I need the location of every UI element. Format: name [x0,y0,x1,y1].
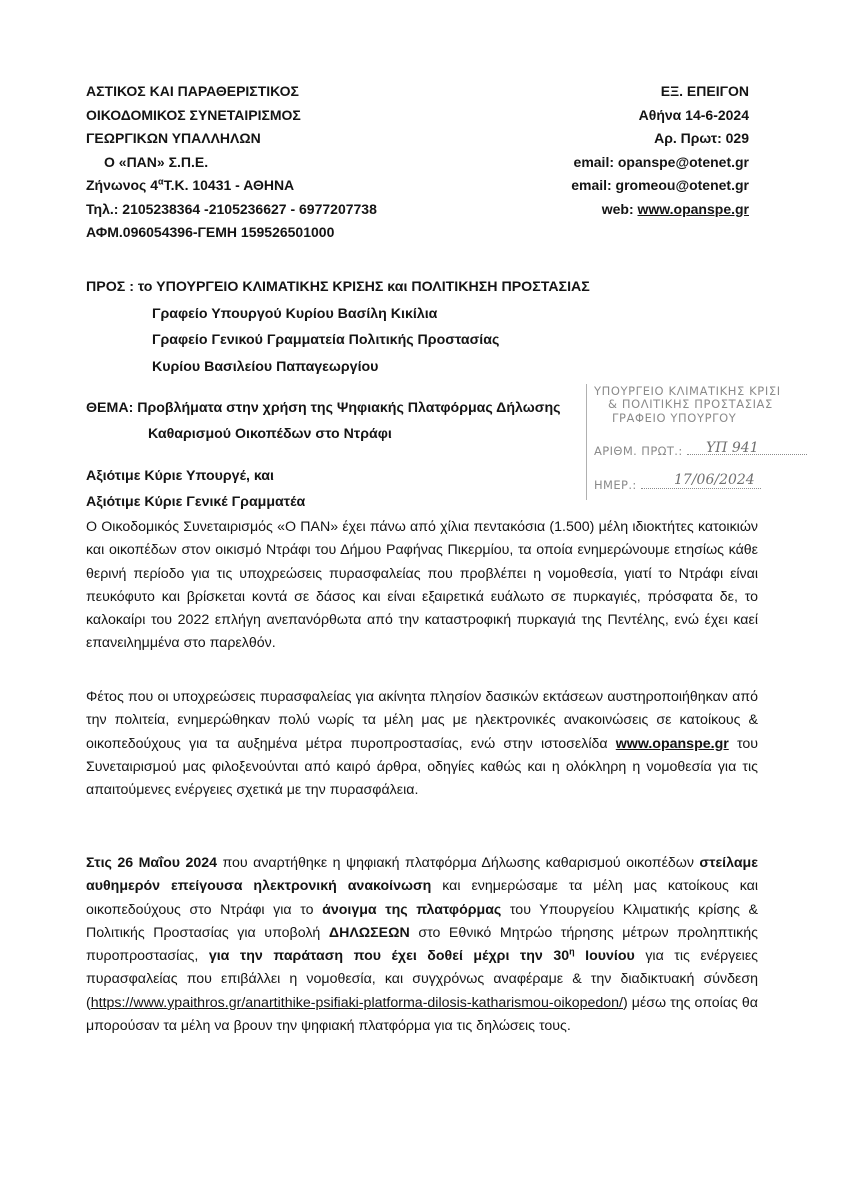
stamp-edge [586,384,588,500]
stamp-line1: ΥΠΟΥΡΓΕΙΟ ΚΛΙΜΑΤΙΚΗΣ ΚΡΙΣΙ [594,384,781,398]
recipient-line2: Γραφείο Υπουργού Κυρίου Βασίλη Κικίλια [152,305,438,322]
received-stamp [586,384,824,500]
letter-meta [571,80,749,221]
paragraph-1-text: Ο Οικοδομικός Συνεταιρισμός «Ο ΠΑΝ» έχει πάνω από χίλια πεντακόσια (1.500) μέλη ιδιοκτήτες κατοικιών και οικοπέδων στον οικισμό Ντράφι του Δήμου Ραφήνας Πικερμίου, τα οποία ενημερώνουμε ετησίως κάθε θερινή περίοδο για τις υποχρεώσεις πυρασφαλείας που προβλέπει η νομοθεσία, γιατί το Ντράφι είναι πευκόφυτο και βρίσκεται κοντά σε δάσος και είναι εξαιρετικά ευάλωτο σε πυρκαγιές, πρόσφατα δε, το καλοκαίρι του 2022 επλήγη ανεπανόρθωτα από την καταστροφική πυρκαγιά της Πεντέλης, ενώ έχει καεί επανειλημμένα στο παρελθόν. [86,519,758,652]
website-inline-link[interactable]: www.opanspe.gr [615,735,729,752]
recipient-line4: Κυρίου Βασιλείου Παπαγεωργίου [152,358,379,375]
subject-line1: ΘΕΜΑ: Προβλήματα στην χρήση της Ψηφιακής Πλατφόρμας Δήλωσης [86,400,561,416]
protocol-number: Αρ. Πρωτ: 029 [654,130,749,146]
letter-date: Αθήνα 14-6-2024 [638,106,749,123]
recipient-block [86,274,590,380]
salutation-line2: Αξιότιμε Κύριε Γενικέ Γραμματέα [86,494,306,510]
body-paragraph-2 [86,686,758,802]
sender-org-line3: ΓΕΩΡΓΙΚΩΝ ΥΠΑΛΛΗΛΩΝ [86,130,261,146]
sender-org-line1: ΑΣΤΙΚΟΣ ΚΑΙ ΠΑΡΑΘΕΡΙΣΤΙΚΟΣ [86,83,299,99]
salutation-line1: Αξιότιμε Κύριε Υπουργέ, και [86,468,274,484]
stamp-protocol-handwritten: ΥΠ 941 [706,440,759,456]
website-link[interactable]: www.opanspe.gr [637,200,749,217]
recipient-line3: Γραφείο Γενικού Γραμματεία Πολιτικής Προστασίας [152,332,500,348]
urgency-label: ΕΞ. ΕΠΕΙΓΟΝ [660,83,749,99]
web-line: web: www.opanspe.gr [601,200,749,217]
email-1: email: opanspe@otenet.gr [573,153,749,170]
salutation [86,463,305,515]
subject-line2: Καθαρισμού Οικοπέδων στο Ντράφι [148,426,392,442]
sender-address: Ζήνωνος $4^\alpha T.K$. 10431 - ΑΘΗΝΑ [86,176,295,193]
stamp-line2: & ΠΟΛΙΤΙΚΗΣ ΠΡΟΣΤΑΣΙΑΣ [608,397,773,411]
paragraph-3-text: Στις 26 Μαΐου 2024 που αναρτήθηκε η ψηφιακή πλατφόρμα Δήλωσης καθαρισμού οικοπέδων στείλαμε αυθημερόν επείγουσα ηλεκτρονική ανακοίνωση και ενημερώσαμε τα μέλη μας κατοίκους και οικοπεδούχους στο Ντράφι για το άνοιγμα της πλατφόρμας του Υπουργείου Κλιματικής κρίσης & Πολιτικής Προστασίας για υποβολή ΔΗΛΩΣΕΩΝ στο Εθνικό Μητρώο τήρησης μέτρων προληπτικής πυροπροστασίας, για την παράταση που έχει δοθεί μέχρι την $30^\eta$ Ιουνίου για τις ενέργειες πυρασφαλείας που επιβάλλει η νομοθεσία, και συγχρόνως αναφέραμε & την διαδικτυακή σύνδεση (https://www.ypaithros.gr/anartithike-psifiaki-platforma-dilosis-katharismou-oikopedon/) μέσω της οποίας θα μπορούσαν τα μέλη να βρουν την ψηφιακή πλατφόρμα για τις δηλώσεις τους. [86,855,758,1035]
sender-block [86,80,377,245]
stamp-protocol-row: ΑΡΙΘΜ. ΠΡΩΤ.: [594,444,807,458]
sender-phones: Τηλ.: 2105238364 -2105236627 - 6977207738 [86,200,377,217]
recipient-line1: ΠΡΟΣ : το ΥΠΟΥΡΓΕΙΟ ΚΛΙΜΑΤΙΚΗΣ ΚΡΙΣΗΣ και ΠΟΛΙΤΙΚΗΣΗ ΠΡΟΣΤΑΣΙΑΣ [86,279,590,295]
platform-link[interactable]: https://www.ypaithros.gr/anartithike-psifiaki-platforma-dilosis-katharismou-oikopedon/ [90,994,623,1011]
sender-tax-id: ΑΦΜ.096054396-ΓΕΜΗ 159526501000 [86,224,335,240]
body-paragraph-1 [86,516,758,656]
body-paragraph-3 [86,852,758,1038]
sender-org-name: Ο «ΠΑΝ» Σ.Π.Ε. [104,153,209,170]
stamp-date-row: ΗΜΕΡ.: [594,478,761,492]
paragraph-2-text: Φέτος που οι υποχρεώσεις πυρασφαλείας για ακίνητα πλησίον δασικών εκτάσεων αυστηροποιήθηκαν από την πολιτεία, ενημερώθηκαν πολύ νωρίς τα μέλη μας με ηλεκτρονικές ανακοινώσεις σε κατοίκους & οικοπεδούχους για τα αυξημένα μέτρα πυροπροστασίας, ενώ στην ιστοσελίδα www.opanspe.gr του Συνεταιρισμού μας φιλοξενούνται από καιρό άρθρα, οδηγίες καθώς και η ολόκληρη η νομοθεσία για τις απαιτούμενες ενέργειες σχετικά με την πυρασφάλεια. [86,689,759,799]
stamp-line3: ΓΡΑΦΕΙΟ ΥΠΟΥΡΓΟΥ [612,411,737,425]
stamp-date-handwritten: 17/06/2024 [674,472,755,488]
subject-block [86,395,561,447]
email-2: email: gromeou@otenet.gr [571,177,749,193]
sender-org-line2: ΟΙΚΟΔΟΜΙΚΟΣ ΣΥΝΕΤΑΙΡΙΣΜΟΣ [86,106,301,123]
